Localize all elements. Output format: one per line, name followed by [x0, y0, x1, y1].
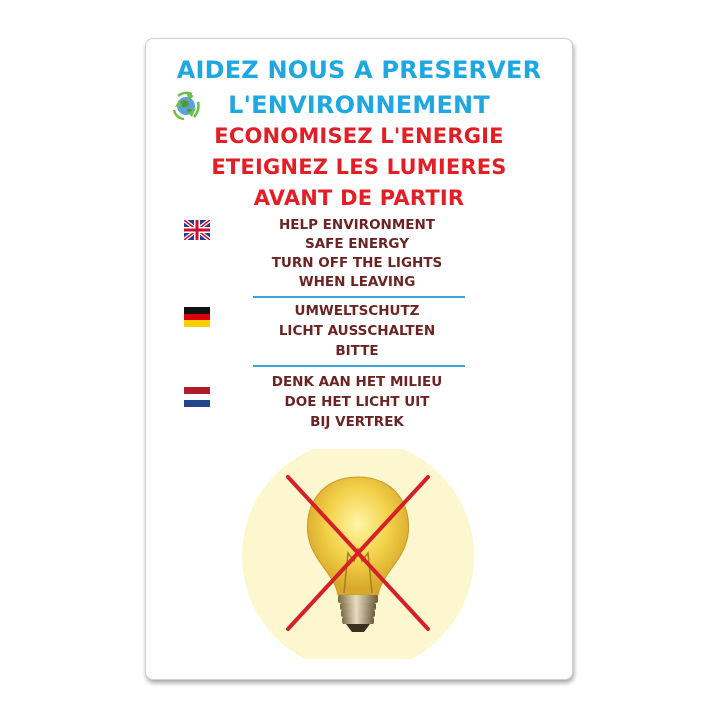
action-line-2: ETEIGNEZ LES LUMIERES — [211, 155, 507, 179]
separator-2 — [253, 365, 465, 367]
dutch-line-2: DOE HET LICHT UIT — [284, 394, 430, 410]
english-line-1: HELP ENVIRONMENT — [278, 217, 436, 233]
action-line-3: AVANT DE PARTIR — [253, 186, 465, 210]
action-line-1: ECONOMISEZ L'ENERGIE — [214, 124, 504, 148]
netherlands-flag-icon — [184, 387, 210, 407]
english-line-4: WHEN LEAVING — [298, 274, 416, 290]
dutch-line-3: BIJ VERTREK — [310, 414, 404, 430]
germany-flag-icon — [184, 307, 210, 327]
title-line-1: AIDEZ NOUS A PRESERVER — [176, 56, 542, 84]
crossed-light-bulb-icon — [242, 449, 474, 659]
title-line-2: L'ENVIRONNEMENT — [228, 91, 490, 119]
separator-1 — [253, 296, 465, 298]
german-line-2: LICHT AUSSCHALTEN — [278, 323, 436, 339]
uk-flag-icon — [184, 220, 210, 240]
sign-panel — [145, 38, 573, 680]
dutch-line-1: DENK AAN HET MILIEU — [271, 374, 443, 390]
german-line-1: UMWELTSCHUTZ — [294, 303, 420, 319]
german-line-3: BITTE — [335, 343, 379, 359]
english-line-2: SAFE ENERGY — [304, 236, 409, 252]
english-line-3: TURN OFF THE LIGHTS — [271, 255, 443, 271]
